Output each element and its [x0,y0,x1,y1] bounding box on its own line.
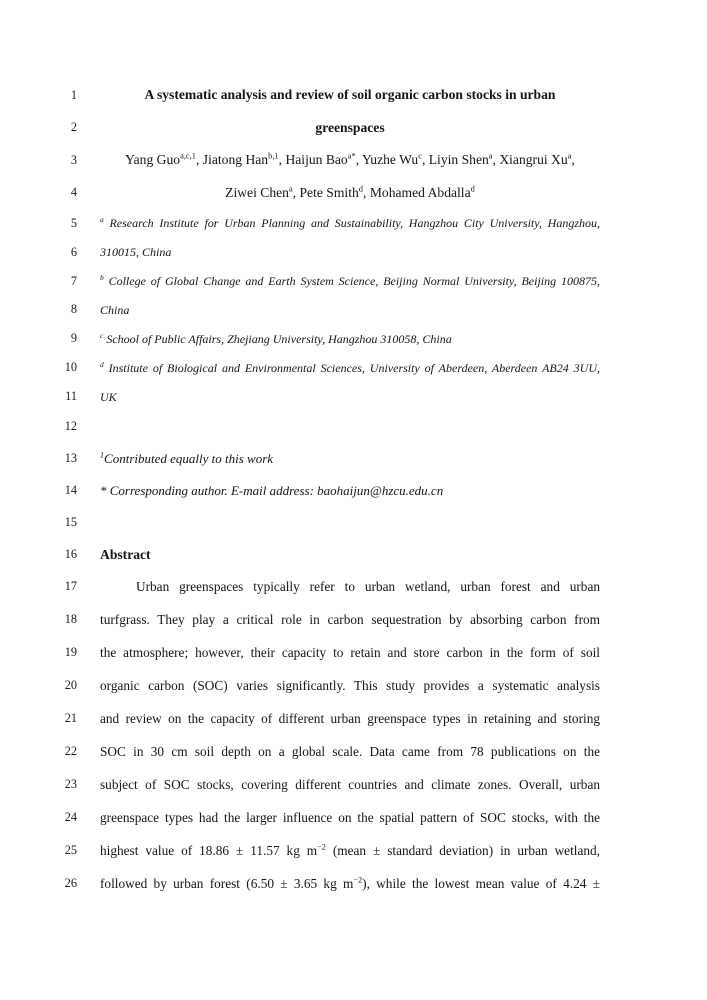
line-row [0,735,707,768]
line-number: 14 [64,483,77,498]
line-row [0,295,707,324]
line-number: 9 [70,331,77,346]
line-row [0,834,707,867]
line-text: $^a$ Research Institute for Urban Planning and Sustainability, Hangzhou City University, Hangzhou, [100,215,600,231]
line-number: 21 [64,711,77,726]
line-text: 310015, China [100,245,172,260]
line-text: A systematic analysis and review of soil organic carbon stocks in urban [144,87,556,103]
line-number: 19 [64,645,77,660]
line-number: 17 [64,579,77,594]
line-number: 8 [70,302,77,317]
line-number: 5 [70,215,77,230]
line-number: 3 [70,152,77,167]
line-row [0,79,707,112]
line-row [0,411,707,443]
line-number: 6 [70,244,77,259]
line-number: 11 [65,389,77,404]
line-text: Abstract [100,546,151,562]
line-number: 4 [70,185,77,200]
line-number: 13 [64,451,77,466]
line-number: 18 [64,612,77,627]
line-text: $^b$ College of Global Change and Earth System Science, Beijing Normal University, Beijing 100875, [100,272,600,288]
line-number: 1 [70,87,77,102]
line-text: $^1$Contributed equally to this work [100,450,274,467]
line-number: 10 [64,360,77,375]
line-row [0,209,707,238]
line-number: 24 [64,810,77,825]
line-text: UK [100,389,117,404]
line-row [0,570,707,603]
line-number: 23 [64,777,77,792]
line-number: 7 [70,273,77,288]
line-row [0,507,707,539]
line-row [0,443,707,475]
line-row [0,768,707,801]
line-number: 2 [70,120,77,135]
line-number: 26 [64,876,77,891]
line-row [0,603,707,636]
line-row [0,144,707,177]
line-text: $^c$ School of Public Affairs, Zhejiang University, Hangzhou 310058, China [100,330,452,346]
line-row [0,702,707,735]
line-text: China [100,302,130,317]
line-text: followed by urban forest (6.50 ± 3.65 kg $m^{-2}$), while the lowest mean value of 4.24 ± [100,875,600,892]
line-text: * Corresponding author. E-mail address: baohaijun@hzcu.edu.cn [100,483,444,499]
line-number: 12 [64,419,77,434]
line-row [0,176,707,209]
line-text: turfgrass. They play a critical role in carbon sequestration by absorbing carbon from [100,612,600,628]
line-row [0,267,707,296]
line-text: highest value of 18.86 ± 11.57 kg $m^{-2}$ (mean ± standard deviation) in urban wetland, [100,842,600,859]
line-row [0,111,707,144]
line-text: greenspace types had the larger influence on the spatial pattern of SOC stocks, with the [100,810,600,826]
line-number: 20 [64,678,77,693]
line-text: subject of SOC stocks, covering different countries and climate zones. Overall, urban [100,777,600,793]
line-row [0,238,707,267]
line-row [0,382,707,411]
line-number: 22 [64,744,77,759]
line-text: Urban greenspaces typically refer to urban wetland, urban forest and urban [136,579,600,595]
line-text: Yang Guo$^{a,c,1}$, Jiatong Han$^{b,1}$, Haijun Bao$^{a*}$, Yuzhe Wu$^c$, Liyin Shen$^a$, Xiangrui Xu$^a$, [125,150,575,168]
line-row [0,475,707,507]
line-number: 15 [64,515,77,530]
line-row [0,539,707,571]
line-text: Ziwei Chen$^a$, Pete Smith$^d$, Mohamed Abdalla$^d$ [225,183,475,200]
manuscript-lines [0,79,707,901]
line-text: the atmosphere; however, their capacity to retain and store carbon in the form of soil [100,645,600,661]
line-row [0,636,707,669]
line-number: 25 [64,843,77,858]
line-text: $^d$ Institute of Biological and Environmental Sciences, University of Aberdeen, Aberdeen AB24 3UU, [100,359,600,375]
line-row [0,669,707,702]
line-text: organic carbon (SOC) varies significantly. This study provides a systematic analysis [100,678,600,694]
line-row [0,801,707,834]
line-text: and review on the capacity of different urban greenspace types in retaining and storing [100,711,600,727]
line-row [0,353,707,382]
line-text: greenspaces [315,119,385,135]
line-text: SOC in 30 cm soil depth on a global scale. Data came from 78 publications on the [100,744,600,760]
line-row [0,867,707,900]
line-row [0,324,707,353]
line-number: 16 [64,547,77,562]
